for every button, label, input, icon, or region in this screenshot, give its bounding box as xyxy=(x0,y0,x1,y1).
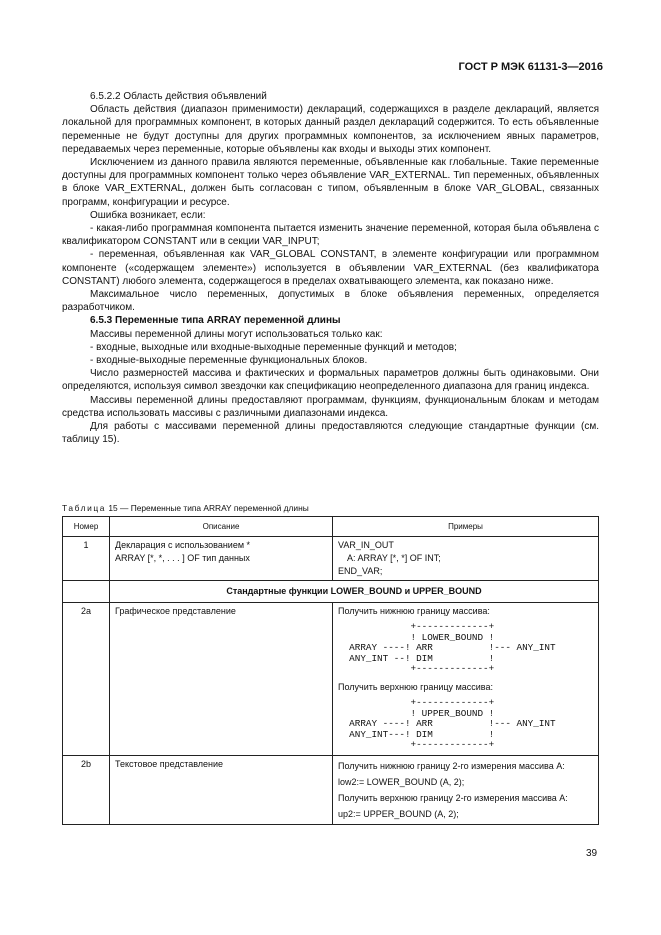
desc-line: ARRAY [*, *, . . . ] OF тип данных xyxy=(115,553,250,563)
document-header: ГОСТ Р МЭК 61131-3—2016 xyxy=(458,61,603,73)
row-example xyxy=(333,603,599,756)
example-label: Получить нижнюю границу массива: xyxy=(338,606,490,616)
header-examples: Примеры xyxy=(333,517,599,537)
table-row xyxy=(63,603,599,756)
example-line: up2:= UPPER_BOUND (A, 2); xyxy=(338,808,459,819)
row-number: 1 xyxy=(63,537,110,581)
paragraph: Ошибка возникает, если: xyxy=(90,209,206,221)
paragraph: Область действия (диапазон применимости) деклараций, содержащихся в разделе деклараций, является локальной для программных компонент, в которых данный раздел деклараций содержится. То есть объявленные переменные не будут доступны для других программных компонентов, за исключением явных параметров, передаваемых через переменные, которые объявлены как входы и выходы этих компонент. xyxy=(62,104,599,155)
example-line: A: ARRAY [*, *] OF INT; xyxy=(347,553,441,563)
table-caption-label: Таблица xyxy=(62,503,107,513)
example-line: VAR_IN_OUT xyxy=(338,540,394,550)
example-line: END_VAR; xyxy=(338,566,383,576)
example-line: low2:= LOWER_BOUND (A, 2); xyxy=(338,776,465,787)
paragraph: Массивы переменной длины предоставляют программам, функциям, функциональным блокам и методам средства использовать массивы с различными диапазонами индекса. xyxy=(62,394,599,419)
row-description: Графическое представление xyxy=(110,603,333,756)
paragraph: Число размерностей массива и фактических и формальных параметров должны быть одинаковыми. Они определяются, используя символ звездочки как спецификацию неопределенного диапазона для границ индекса. xyxy=(62,368,599,393)
section-heading-6-5-3: 6.5.3 Переменные типа ARRAY переменной длины xyxy=(90,315,341,327)
list-item: - входные-выходные переменные функциональных блоков. xyxy=(90,355,368,367)
paragraph: Массивы переменной длины могут использоваться только как: xyxy=(90,328,383,340)
body-text xyxy=(62,90,599,446)
list-item: - какая-либо программная компонента пытается изменить значение переменной, которая была объявлена с квалификатором CONSTANT или в секции VAR_INPUT; xyxy=(62,223,599,248)
row-description xyxy=(110,537,333,581)
upper-bound-diagram: +-------------+ ! UPPER_BOUND ! ARRAY ----! ARR !--- ANY_INT ANY_INT---! DIM ! +-------------+ xyxy=(349,696,556,751)
row-number: 2b xyxy=(63,755,110,824)
paragraph: Максимальное число переменных, допустимых в блоке объявления переменных, определяется разработчиком. xyxy=(62,289,599,314)
row-example xyxy=(333,537,599,581)
table-caption-text: 15 — Переменные типа ARRAY переменной длины xyxy=(106,503,309,513)
array-functions-table xyxy=(62,516,599,825)
lower-bound-diagram: +-------------+ ! LOWER_BOUND ! ARRAY ----! ARR !--- ANY_INT ANY_INT --! DIM ! +-------------+ xyxy=(349,621,556,675)
empty-cell xyxy=(63,581,110,603)
example-line: Получить нижнюю границу 2-го измерения массива A: xyxy=(338,760,565,771)
table-row xyxy=(63,755,599,824)
row-example xyxy=(333,755,599,824)
standard-functions-heading: Стандартные функции LOWER_BOUND и UPPER_BOUND xyxy=(110,581,599,603)
example-label: Получить верхнюю границу массива: xyxy=(338,681,493,692)
header-number: Номер xyxy=(63,517,110,537)
table-caption xyxy=(62,503,309,513)
header-description: Описание xyxy=(110,517,333,537)
example-line: Получить верхнюю границу 2-го измерения массива A: xyxy=(338,792,568,803)
table-header-row xyxy=(63,517,599,537)
paragraph: Исключением из данного правила являются переменные, объявленные как глобальные. Такие переменные доступны для программных компонент только через объявление VAR_EXTERNAL. Тип переменных, объявленных в блоке VAR_EXTERNAL, должен быть согласован с типом, объявленным в блоке VAR_GLOBAL, связанных программ, конфигурации и ресурсе. xyxy=(62,157,599,208)
section-heading-6-5-2-2: 6.5.2.2 Область действия объявлений xyxy=(90,91,267,102)
row-description: Текстовое представление xyxy=(110,755,333,824)
list-item: - переменная, объявленная как VAR_GLOBAL CONSTANT, в элементе конфигурации или программном компоненте («содержащем элементе») используется в объявлении VAR_EXTERNAL (без квалификатора CONSTANT) любого элемента, содержащегося в пределах охватывающего элемента, как показано ниже. xyxy=(62,249,599,287)
table-row xyxy=(63,537,599,581)
list-item: - входные, выходные или входные-выходные переменные функций и методов; xyxy=(90,341,457,353)
row-number: 2a xyxy=(63,603,110,756)
table-subheader-row xyxy=(63,581,599,603)
desc-line: Декларация с использованием * xyxy=(115,540,251,550)
paragraph: Для работы с массивами переменной длины предоставляются следующие стандартные функции (см. таблицу 15). xyxy=(62,421,599,446)
page-number: 39 xyxy=(586,848,598,859)
